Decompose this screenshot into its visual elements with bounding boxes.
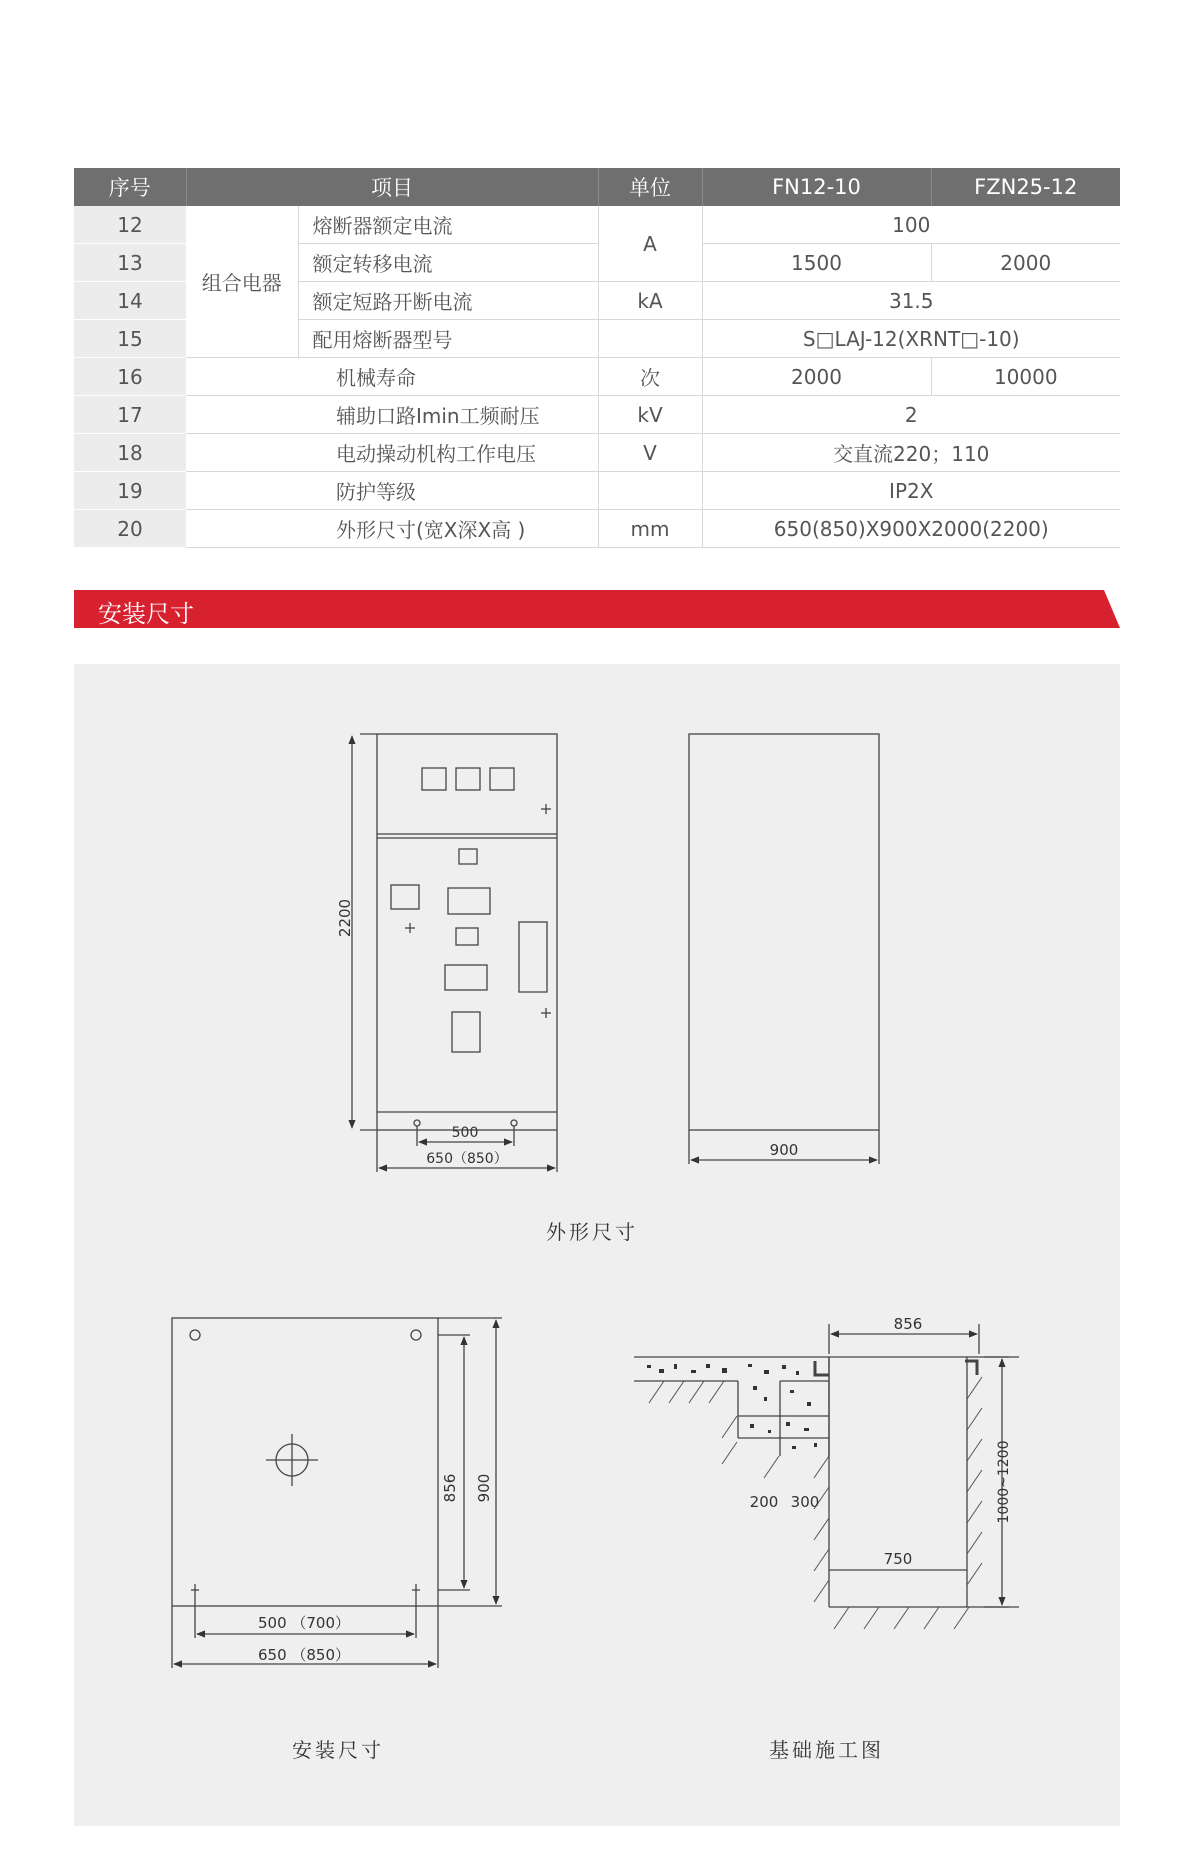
dim-label-foundation-b: 300 [790, 1493, 820, 1511]
row-no: 17 [74, 396, 186, 434]
dim-label-plan-inner-width: 500 （700） [257, 1614, 351, 1632]
table-row [74, 510, 1120, 548]
row-value: 100 [702, 206, 1120, 244]
header-fzn25: FZN25-12 [931, 168, 1120, 206]
spec-table [74, 168, 1120, 548]
table-header-row [74, 168, 1120, 206]
row-unit: V [598, 434, 702, 472]
row-unit: mm [598, 510, 702, 548]
row-value-fn12: 1500 [702, 244, 931, 282]
drawings-panel [74, 664, 1120, 1826]
row-no: 16 [74, 358, 186, 396]
dim-label-inner-depth: 856 [441, 1473, 459, 1503]
foundation-section-drawing [634, 1324, 1019, 1629]
row-value-fzn25: 10000 [931, 358, 1120, 396]
dim-label-foundation-top: 856 [893, 1315, 923, 1333]
dim-label-inner-width: 500 [451, 1125, 479, 1141]
row-item: 辅助口路Imin工频耐压 [186, 396, 598, 434]
row-item: 机械寿命 [186, 358, 598, 396]
dim-label-plan-depth: 900 [475, 1473, 493, 1503]
dim-label-height: 2200 [336, 898, 354, 938]
row-value: 650(850)X900X2000(2200) [702, 510, 1120, 548]
group-label: 组合电器 [186, 206, 298, 358]
row-item: 额定转移电流 [298, 244, 598, 282]
row-no: 13 [74, 244, 186, 282]
row-value-fn12: 2000 [702, 358, 931, 396]
front-elevation-drawing [352, 734, 557, 1172]
table-row [74, 472, 1120, 510]
row-value: 交直流220；110 [702, 434, 1120, 472]
row-no: 14 [74, 282, 186, 320]
row-no: 12 [74, 206, 186, 244]
dim-label-plan-width: 650 （850） [257, 1646, 351, 1664]
caption-foundation: 基础施工图 [769, 1738, 884, 1762]
row-value: 31.5 [702, 282, 1120, 320]
table-row [74, 206, 1120, 244]
section-title: 安装尺寸 [98, 600, 194, 628]
dim-label-foundation-depth: 1000~1200 [996, 1440, 1012, 1524]
row-value-fzn25: 2000 [931, 244, 1120, 282]
row-value: S□LAJ-12(XRNT□-10) [702, 320, 1120, 358]
row-unit: kA [598, 282, 702, 320]
row-unit [598, 320, 702, 358]
banner-shape [74, 590, 1120, 628]
technical-drawings [74, 664, 1120, 1826]
row-no: 20 [74, 510, 186, 548]
row-unit: 次 [598, 358, 702, 396]
dim-label-foundation-a: 200 [749, 1493, 779, 1511]
row-item: 外形尺寸(宽X深X高 ) [186, 510, 598, 548]
table-row [74, 434, 1120, 472]
table-row [74, 396, 1120, 434]
row-unit: kV [598, 396, 702, 434]
caption-install: 安装尺寸 [292, 1738, 384, 1762]
cabinet-side-outline [689, 734, 879, 1130]
row-unit [598, 472, 702, 510]
table-row [74, 358, 1120, 396]
row-item: 熔断器额定电流 [298, 206, 598, 244]
section-banner [74, 590, 1120, 628]
row-no: 15 [74, 320, 186, 358]
cabinet-front-outline [377, 734, 557, 1130]
row-no: 19 [74, 472, 186, 510]
side-elevation-drawing [689, 734, 879, 1164]
base-plate-outline [172, 1318, 438, 1606]
row-value: 2 [702, 396, 1120, 434]
row-item: 防护等级 [186, 472, 598, 510]
header-fn12: FN12-10 [702, 168, 931, 206]
header-unit: 单位 [598, 168, 702, 206]
header-item: 项目 [186, 168, 598, 206]
row-no: 18 [74, 434, 186, 472]
dim-label-depth: 900 [769, 1141, 799, 1159]
dim-label-foundation-bottom: 750 [883, 1550, 913, 1568]
row-item: 配用熔断器型号 [298, 320, 598, 358]
dim-label-width: 650（850） [426, 1151, 508, 1167]
row-unit: A [598, 206, 702, 282]
caption-outline: 外形尺寸 [546, 1220, 638, 1244]
header-no: 序号 [74, 168, 186, 206]
row-value: IP2X [702, 472, 1120, 510]
row-item: 额定短路开断电流 [298, 282, 598, 320]
row-item: 电动操动机构工作电压 [186, 434, 598, 472]
